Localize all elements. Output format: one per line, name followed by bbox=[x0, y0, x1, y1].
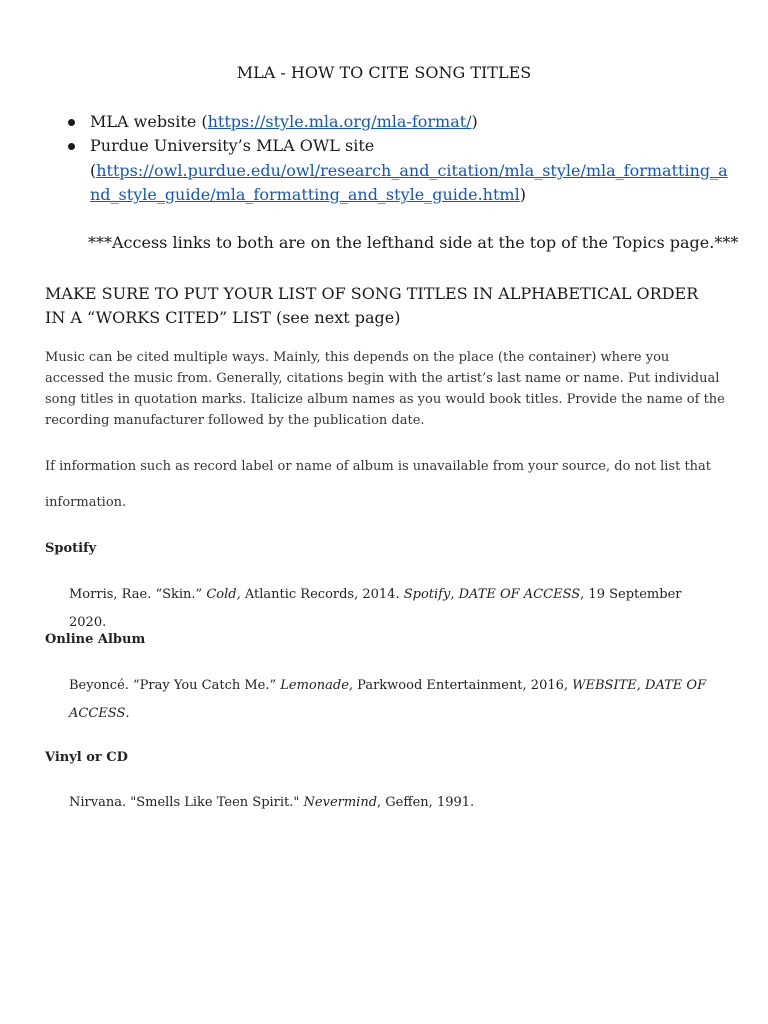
citation-text: Parkwood Entertainment, 2016, bbox=[353, 678, 573, 693]
citation-text: , 19 September 2020. bbox=[69, 587, 682, 630]
mla-label: MLA website ( bbox=[90, 112, 208, 131]
access-date-placeholder: DATE OF ACCESS bbox=[69, 678, 707, 721]
citation-text: Beyoncé. “Pray You Catch Me.” bbox=[69, 678, 281, 693]
purdue-open: ( bbox=[90, 161, 97, 180]
citation-online-album bbox=[69, 672, 709, 728]
access-date-placeholder: DATE OF ACCESS bbox=[458, 587, 581, 602]
list-item-purdue bbox=[68, 134, 728, 158]
list-item-mla bbox=[68, 110, 728, 134]
section-heading-online-album: Online Album bbox=[45, 632, 146, 647]
website-placeholder: WEBSITE bbox=[572, 678, 637, 693]
instruction-heading: MAKE SURE TO PUT YOUR LIST OF SONG TITLES IN ALPHABETICAL ORDER IN A “WORKS CITED” LIST (see next page) bbox=[45, 284, 699, 327]
citation-text: , Geffen, 1991. bbox=[377, 795, 475, 810]
section-heading-spotify: Spotify bbox=[45, 541, 97, 556]
page-title: MLA - HOW TO CITE SONG TITLES bbox=[236, 63, 532, 82]
bullet-icon bbox=[68, 119, 75, 126]
purdue-label: Purdue University’s MLA OWL site bbox=[90, 136, 375, 155]
citation-text: , bbox=[636, 678, 646, 693]
citation-text: Nirvana. "Smells Like Teen Spirit." bbox=[69, 795, 304, 810]
purdue-close: ) bbox=[519, 185, 526, 204]
citation-spotify bbox=[69, 581, 709, 637]
unavailable-info-paragraph: If information such as record label or name of album is unavailable from your source, do not list that information. bbox=[45, 459, 712, 510]
album-title: Cold, bbox=[206, 587, 241, 602]
section-heading-vinyl-cd: Vinyl or CD bbox=[45, 750, 128, 765]
album-title: Nevermind bbox=[303, 795, 378, 810]
citation-text: . bbox=[125, 706, 130, 721]
citation-text: , bbox=[450, 587, 459, 602]
bullet-icon bbox=[68, 143, 75, 150]
citation-text: Morris, Rae. “Skin.” bbox=[69, 587, 207, 602]
container-name: Spotify bbox=[403, 587, 451, 602]
reference-list bbox=[68, 110, 728, 158]
citation-vinyl-cd bbox=[69, 789, 709, 817]
access-note: ***Access links to both are on the lefthand side at the top of the Topics page.*** bbox=[88, 233, 739, 252]
purdue-url-line bbox=[90, 159, 730, 207]
intro-paragraph: Music can be cited multiple ways. Mainly, this depends on the place (the container) where you accessed the music from. Generally, citations begin with the artist’s last name or name. Put individual song titles in quotation marks. Italicize album names as you would book titles. Provide the name of the recording manufacturer followed by the publication date. bbox=[45, 350, 725, 428]
album-title: Lemonade, bbox=[280, 678, 354, 693]
purdue-link[interactable]: https://owl.purdue.edu/owl/research_and_citation/mla_style/mla_formatting_and_style_guide/mla_formatting_and_style_guide.html bbox=[90, 161, 728, 204]
mla-close: ) bbox=[471, 112, 478, 131]
mla-link[interactable]: https://style.mla.org/mla-format/ bbox=[207, 112, 472, 131]
citation-text: Atlantic Records, 2014. bbox=[240, 587, 404, 602]
